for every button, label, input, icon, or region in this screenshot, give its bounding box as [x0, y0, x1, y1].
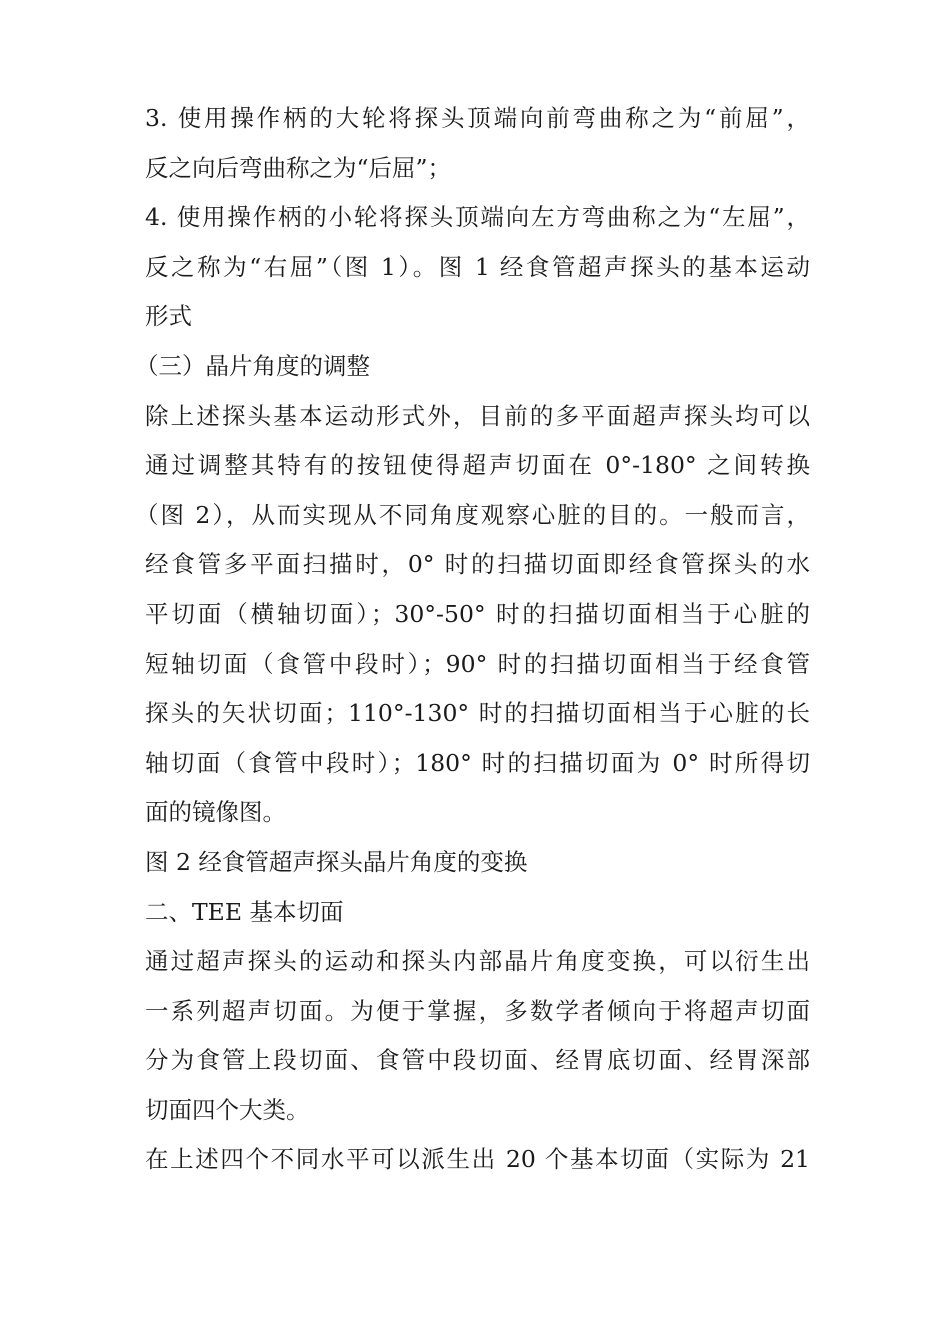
text-line: 经食管多平面扫描时，0° 时的扫描切面即经食管探头的水: [145, 550, 810, 579]
text-line: 反之称为“右屈”（图 1）。图 1 经食管超声探头的基本运动: [145, 252, 810, 281]
text-line: 探头的矢状切面；110°-130° 时的扫描切面相当于心脏的长: [145, 699, 810, 728]
text-line: 分为食管上段切面、食管中段切面、经胃底切面、经胃深部: [145, 1046, 810, 1075]
text-line: 切面四个大类。: [145, 1095, 310, 1124]
text-line: （图 2），从而实现从不同角度观察心脏的目的。一般而言，: [135, 500, 810, 529]
text-line: 一系列超声切面。为便于掌握，多数学者倾向于将超声切面: [145, 996, 810, 1025]
text-line: 通过调整其特有的按钮使得超声切面在 0°-180° 之间转换: [145, 451, 810, 480]
text-line: 平切面（横轴切面）；30°-50° 时的扫描切面相当于心脏的: [145, 599, 810, 628]
text-line: 短轴切面（食管中段时）；90° 时的扫描切面相当于经食管: [145, 649, 810, 678]
text-line: 通过超声探头的运动和探头内部晶片角度变换，可以衍生出: [145, 947, 810, 976]
text-line: 形式: [145, 302, 192, 331]
document-body: [135, 94, 810, 1185]
text-line: 除上述探头基本运动形式外，目前的多平面超声探头均可以: [145, 401, 810, 430]
text-line: 在上述四个不同水平可以派生出 20 个基本切面（实际为 21: [145, 1145, 810, 1174]
text-line: 面的镜像图。: [145, 798, 286, 827]
section-heading: 二、TEE 基本切面: [145, 897, 344, 926]
text-line: 3. 使用操作柄的大轮将探头顶端向前弯曲称之为“前屈”，: [145, 104, 810, 132]
section-heading: （三）晶片角度的调整: [135, 351, 370, 380]
figure-caption: 图 2 经食管超声探头晶片角度的变换: [145, 847, 528, 876]
text-line: 轴切面（食管中段时）；180° 时的扫描切面为 0° 时所得切: [145, 748, 810, 777]
text-line: 反之向后弯曲称之为“后屈”；: [145, 153, 452, 182]
text-line: 4. 使用操作柄的小轮将探头顶端向左方弯曲称之为“左屈”，: [145, 203, 810, 232]
